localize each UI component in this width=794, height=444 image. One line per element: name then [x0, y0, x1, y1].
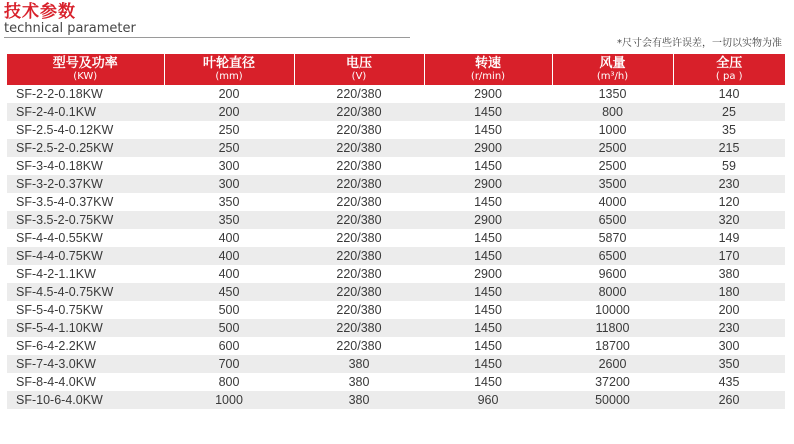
cell-speed: 2900 — [474, 87, 502, 101]
column-header-impeller-diameter — [164, 54, 294, 85]
table-row — [7, 175, 785, 193]
cell-total-pressure: 215 — [673, 139, 785, 157]
column-header-label: 型号及功率 — [52, 56, 118, 71]
cell-impeller-diameter: 250 — [218, 123, 240, 137]
cell-model: SF-3-2-0.37KW — [7, 175, 164, 193]
cell-speed: 1450 — [474, 231, 502, 245]
cell-model: SF-4-4-0.55KW — [16, 231, 103, 245]
spec-table-body — [7, 85, 785, 409]
cell-voltage: 220/380 — [294, 175, 424, 193]
cell-model: SF-2.5-2-0.25KW — [7, 139, 164, 157]
cell-voltage: 220/380 — [336, 123, 382, 137]
cell-model: SF-3.5-4-0.37KW — [16, 195, 114, 209]
cell-model: SF-8-4-4.0KW — [16, 375, 96, 389]
table-row — [7, 355, 785, 373]
cell-impeller-diameter: 250 — [164, 139, 294, 157]
cell-voltage: 380 — [348, 375, 370, 389]
cell-speed: 1450 — [474, 123, 502, 137]
cell-airflow: 800 — [552, 103, 673, 121]
cell-airflow: 5870 — [598, 231, 627, 245]
cell-impeller-diameter: 200 — [218, 87, 240, 101]
cell-model: SF-10-6-4.0KW — [7, 391, 164, 409]
cell-airflow: 2500 — [598, 159, 627, 173]
cell-impeller-diameter: 1000 — [164, 391, 294, 409]
cell-speed: 960 — [424, 391, 552, 409]
cell-model: SF-2-4-0.1KW — [7, 103, 164, 121]
cell-speed: 2900 — [424, 175, 552, 193]
column-header-label: 全压 — [716, 56, 743, 71]
cell-impeller-diameter: 800 — [218, 375, 240, 389]
cell-model: SF-4-4-0.75KW — [7, 247, 164, 265]
cell-model: SF-2-2-0.18KW — [16, 87, 103, 101]
title-divider — [4, 37, 410, 38]
table-row — [7, 139, 785, 157]
cell-voltage: 380 — [294, 355, 424, 373]
cell-airflow: 50000 — [552, 391, 673, 409]
cell-speed: 2900 — [424, 211, 552, 229]
column-header-label: 叶轮直径 — [202, 56, 255, 71]
cell-airflow: 6500 — [552, 211, 673, 229]
cell-airflow: 18700 — [595, 339, 630, 353]
cell-airflow: 1000 — [598, 123, 627, 137]
cell-total-pressure: 170 — [673, 247, 785, 265]
cell-speed: 1450 — [424, 283, 552, 301]
cell-model: SF-2.5-4-0.12KW — [16, 123, 114, 137]
cell-model: SF-5-4-1.10KW — [7, 319, 164, 337]
table-row — [7, 211, 785, 229]
cell-voltage: 220/380 — [294, 139, 424, 157]
cell-impeller-diameter: 300 — [218, 159, 240, 173]
cell-total-pressure: 260 — [673, 391, 785, 409]
cell-voltage: 220/380 — [294, 247, 424, 265]
cell-speed: 1450 — [424, 247, 552, 265]
column-header-total-pressure — [673, 54, 785, 85]
cell-speed: 1450 — [474, 303, 502, 317]
cell-airflow: 6500 — [552, 247, 673, 265]
cell-impeller-diameter: 500 — [164, 319, 294, 337]
cell-total-pressure: 35 — [722, 123, 736, 137]
cell-voltage: 220/380 — [336, 231, 382, 245]
table-row — [7, 85, 785, 103]
cell-airflow: 2500 — [552, 139, 673, 157]
cell-total-pressure: 350 — [673, 355, 785, 373]
cell-airflow: 8000 — [552, 283, 673, 301]
cell-total-pressure: 230 — [673, 175, 785, 193]
cell-total-pressure: 180 — [673, 283, 785, 301]
cell-total-pressure: 380 — [718, 267, 740, 281]
table-row — [7, 283, 785, 301]
cell-model: SF-4.5-4-0.75KW — [7, 283, 164, 301]
cell-model: SF-5-4-0.75KW — [16, 303, 103, 317]
cell-total-pressure: 320 — [673, 211, 785, 229]
table-row — [7, 301, 785, 319]
column-header-label: 风量 — [599, 56, 626, 71]
cell-airflow: 37200 — [595, 375, 630, 389]
cell-impeller-diameter: 200 — [164, 103, 294, 121]
cell-total-pressure: 200 — [718, 303, 740, 317]
cell-model: SF-3.5-2-0.75KW — [7, 211, 164, 229]
cell-airflow: 3500 — [552, 175, 673, 193]
column-header-unit: (V) — [351, 71, 367, 82]
cell-speed: 2900 — [474, 267, 502, 281]
cell-impeller-diameter: 300 — [164, 175, 294, 193]
cell-airflow: 1350 — [598, 87, 627, 101]
table-row — [7, 319, 785, 337]
cell-voltage: 220/380 — [294, 283, 424, 301]
cell-total-pressure: 435 — [718, 375, 740, 389]
table-row — [7, 247, 785, 265]
column-header-unit: (KW) — [73, 71, 98, 82]
cell-speed: 1450 — [424, 319, 552, 337]
cell-impeller-diameter: 450 — [164, 283, 294, 301]
cell-speed: 1450 — [474, 339, 502, 353]
cell-total-pressure: 140 — [718, 87, 740, 101]
cell-impeller-diameter: 400 — [164, 247, 294, 265]
cell-speed: 1450 — [474, 375, 502, 389]
tolerance-note: *尺寸会有些许误差，一切以实物为准 — [617, 38, 782, 49]
page-title: 技术参数 — [4, 2, 76, 22]
cell-total-pressure: 120 — [718, 195, 740, 209]
cell-impeller-diameter: 500 — [218, 303, 240, 317]
cell-airflow: 4000 — [598, 195, 627, 209]
cell-impeller-diameter: 400 — [218, 267, 240, 281]
cell-airflow: 9600 — [598, 267, 627, 281]
cell-voltage: 380 — [294, 391, 424, 409]
cell-voltage: 220/380 — [336, 159, 382, 173]
cell-impeller-diameter: 350 — [164, 211, 294, 229]
column-header-unit: (r/min) — [470, 71, 506, 82]
cell-voltage: 220/380 — [294, 103, 424, 121]
cell-speed: 1450 — [474, 195, 502, 209]
column-header-label: 电压 — [345, 56, 372, 71]
cell-voltage: 220/380 — [336, 303, 382, 317]
table-row — [7, 157, 785, 175]
table-row — [7, 337, 785, 355]
cell-airflow: 10000 — [595, 303, 630, 317]
column-header-unit: (m³/h) — [596, 71, 629, 82]
cell-impeller-diameter: 350 — [218, 195, 240, 209]
cell-airflow: 11800 — [552, 319, 673, 337]
column-header-label: 转速 — [474, 56, 501, 71]
column-header-model — [7, 54, 164, 85]
cell-voltage: 220/380 — [336, 195, 382, 209]
cell-speed: 1450 — [424, 355, 552, 373]
table-row — [7, 391, 785, 409]
cell-speed: 1450 — [474, 159, 502, 173]
cell-airflow: 2600 — [552, 355, 673, 373]
cell-voltage: 220/380 — [336, 339, 382, 353]
cell-impeller-diameter: 400 — [218, 231, 240, 245]
cell-speed: 2900 — [424, 139, 552, 157]
cell-model: SF-6-4-2.2KW — [16, 339, 96, 353]
table-row — [7, 121, 785, 139]
cell-voltage: 220/380 — [294, 319, 424, 337]
cell-model: SF-7-4-3.0KW — [7, 355, 164, 373]
page-subtitle: technical parameter — [4, 21, 136, 36]
spec-table — [7, 54, 785, 409]
table-row — [7, 229, 785, 247]
cell-impeller-diameter: 700 — [164, 355, 294, 373]
column-header-unit: (mm) — [215, 71, 243, 82]
cell-voltage: 220/380 — [336, 87, 382, 101]
cell-total-pressure: 230 — [673, 319, 785, 337]
table-row — [7, 193, 785, 211]
table-row — [7, 265, 785, 283]
cell-model: SF-4-2-1.1KW — [16, 267, 96, 281]
column-header-unit: ( pa ) — [715, 71, 743, 82]
column-header-airflow — [552, 54, 673, 85]
cell-total-pressure: 25 — [673, 103, 785, 121]
table-header-row — [7, 54, 785, 85]
cell-total-pressure: 149 — [718, 231, 740, 245]
column-header-speed — [424, 54, 552, 85]
cell-voltage: 220/380 — [294, 211, 424, 229]
cell-voltage: 220/380 — [336, 267, 382, 281]
cell-total-pressure: 59 — [722, 159, 736, 173]
table-row — [7, 373, 785, 391]
table-row — [7, 103, 785, 121]
cell-speed: 1450 — [424, 103, 552, 121]
cell-impeller-diameter: 600 — [218, 339, 240, 353]
cell-total-pressure: 300 — [718, 339, 740, 353]
column-header-voltage — [294, 54, 424, 85]
cell-model: SF-3-4-0.18KW — [16, 159, 103, 173]
